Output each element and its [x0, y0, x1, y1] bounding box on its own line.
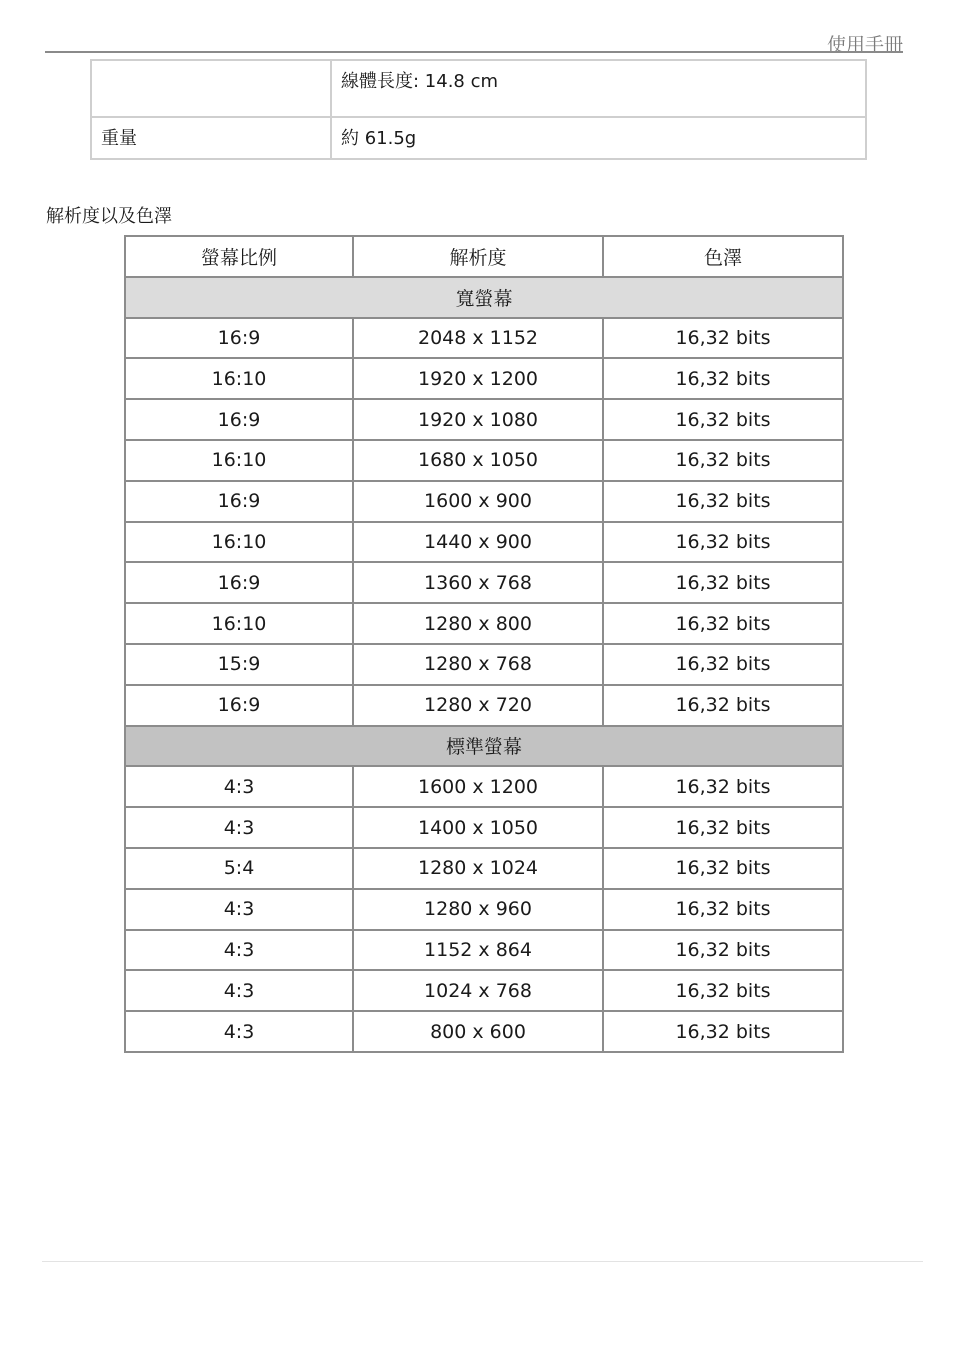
resolution-cell: 1280 x 720	[353, 685, 603, 726]
resolution-table	[124, 235, 844, 1053]
aspect-ratio-cell: 4:3	[125, 930, 353, 971]
table-row	[125, 930, 843, 971]
color-depth-cell: 16,32 bits	[603, 562, 843, 603]
column-header: 解析度	[353, 236, 603, 277]
color-depth-cell: 16,32 bits	[603, 522, 843, 563]
table-row	[125, 889, 843, 930]
aspect-ratio-cell: 4:3	[125, 1011, 353, 1052]
spec-row	[91, 117, 866, 159]
table-header-row	[125, 236, 843, 277]
column-header: 螢幕比例	[125, 236, 353, 277]
color-depth-cell: 16,32 bits	[603, 440, 843, 481]
page-header-title: 使用手冊	[826, 34, 903, 56]
resolution-cell: 1024 x 768	[353, 970, 603, 1011]
table-row	[125, 848, 843, 889]
table-row	[125, 399, 843, 440]
table-row	[125, 807, 843, 848]
group-label: 寬螢幕	[125, 277, 843, 318]
color-depth-cell: 16,32 bits	[603, 481, 843, 522]
table-row	[125, 603, 843, 644]
aspect-ratio-cell: 16:9	[125, 399, 353, 440]
spec-value: 約 61.5g	[331, 117, 866, 159]
resolution-cell: 1920 x 1200	[353, 358, 603, 399]
color-depth-cell: 16,32 bits	[603, 766, 843, 807]
spec-value: 線體長度: 14.8 cm	[331, 60, 866, 117]
aspect-ratio-cell: 16:9	[125, 318, 353, 359]
resolution-cell: 1280 x 800	[353, 603, 603, 644]
aspect-ratio-cell: 4:3	[125, 970, 353, 1011]
table-row	[125, 358, 843, 399]
resolution-cell: 1680 x 1050	[353, 440, 603, 481]
section-heading: 解析度以及色澤	[46, 206, 172, 227]
color-depth-cell: 16,32 bits	[603, 399, 843, 440]
table-row	[125, 970, 843, 1011]
aspect-ratio-cell: 16:10	[125, 440, 353, 481]
resolution-cell: 1920 x 1080	[353, 399, 603, 440]
footer-divider	[42, 1261, 923, 1262]
color-depth-cell: 16,32 bits	[603, 970, 843, 1011]
color-depth-cell: 16,32 bits	[603, 644, 843, 685]
resolution-cell: 1280 x 960	[353, 889, 603, 930]
color-depth-cell: 16,32 bits	[603, 603, 843, 644]
color-depth-cell: 16,32 bits	[603, 807, 843, 848]
aspect-ratio-cell: 16:9	[125, 481, 353, 522]
table-row	[125, 685, 843, 726]
aspect-ratio-cell: 16:10	[125, 358, 353, 399]
spec-row	[91, 60, 866, 117]
spec-label	[91, 60, 331, 117]
aspect-ratio-cell: 16:9	[125, 562, 353, 603]
table-row	[125, 644, 843, 685]
spec-label: 重量	[91, 117, 331, 159]
group-header-row	[125, 277, 843, 318]
resolution-cell: 1400 x 1050	[353, 807, 603, 848]
aspect-ratio-cell: 16:10	[125, 603, 353, 644]
group-label: 標準螢幕	[125, 726, 843, 767]
color-depth-cell: 16,32 bits	[603, 318, 843, 359]
resolution-cell: 1600 x 1200	[353, 766, 603, 807]
table-row	[125, 318, 843, 359]
spec-table	[90, 59, 867, 160]
aspect-ratio-cell: 4:3	[125, 766, 353, 807]
column-header: 色澤	[603, 236, 843, 277]
resolution-cell: 800 x 600	[353, 1011, 603, 1052]
header-divider	[45, 51, 903, 53]
table-row	[125, 481, 843, 522]
table-row	[125, 766, 843, 807]
table-row	[125, 562, 843, 603]
resolution-cell: 1280 x 768	[353, 644, 603, 685]
resolution-cell: 1600 x 900	[353, 481, 603, 522]
color-depth-cell: 16,32 bits	[603, 1011, 843, 1052]
group-header-row	[125, 726, 843, 767]
table-row	[125, 522, 843, 563]
resolution-cell: 2048 x 1152	[353, 318, 603, 359]
aspect-ratio-cell: 5:4	[125, 848, 353, 889]
aspect-ratio-cell: 16:10	[125, 522, 353, 563]
resolution-cell: 1360 x 768	[353, 562, 603, 603]
aspect-ratio-cell: 4:3	[125, 889, 353, 930]
color-depth-cell: 16,32 bits	[603, 358, 843, 399]
table-row	[125, 440, 843, 481]
aspect-ratio-cell: 15:9	[125, 644, 353, 685]
color-depth-cell: 16,32 bits	[603, 930, 843, 971]
resolution-cell: 1280 x 1024	[353, 848, 603, 889]
color-depth-cell: 16,32 bits	[603, 889, 843, 930]
color-depth-cell: 16,32 bits	[603, 685, 843, 726]
resolution-cell: 1152 x 864	[353, 930, 603, 971]
aspect-ratio-cell: 16:9	[125, 685, 353, 726]
aspect-ratio-cell: 4:3	[125, 807, 353, 848]
color-depth-cell: 16,32 bits	[603, 848, 843, 889]
resolution-cell: 1440 x 900	[353, 522, 603, 563]
table-row	[125, 1011, 843, 1052]
